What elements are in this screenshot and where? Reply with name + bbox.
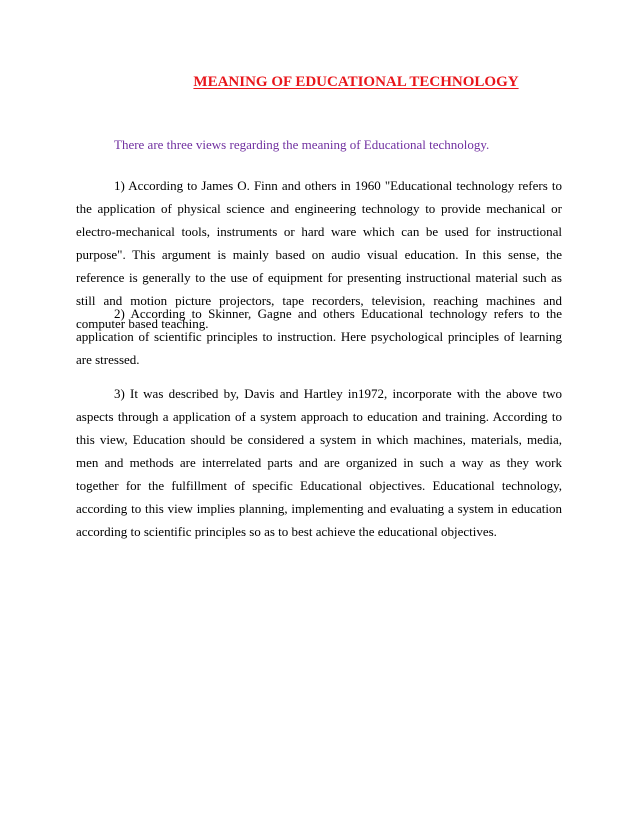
intro-paragraph: There are three views regarding the meaning of Educational technology. [114,137,490,152]
paragraph-2: 2) According to Skinner, Gagne and others Educational technology refers to the application of scientific principles to instruction. Here psychological principles of learning are stressed. [76,306,562,367]
document-title [0,74,638,91]
paragraph-3: 3) It was described by, Davis and Hartley in1972, incorporate with the above two aspects through a application of a system approach to education and training. According to this view, Education should be considered a system in which machines, materials, media, men and methods are interrelated parts and are organized in such a way as they work together for the fulfillment of specific Educational objectives. Educational technology, according to this view implies planning, implementing and evaluating a system in education according to scientific principles so as to best achieve the educational objectives. [76,386,562,539]
document-title-text: MEANING OF EDUCATIONAL TECHNOLOGY [193,74,519,90]
paragraph-1: 1) According to James O. Finn and others in 1960 "Educational technology refers to the application of physical science and engineering technology to provide mechanical or electro-mechanical tools, instruments or hard ware which can be used for instructional purpose". This argument is mainly based on audio visual education. In this sense, the reference is generally to the use of equipment for presenting instructional material such as still and motion picture projectors, tape recorders, television, reaching machines and computer based teaching. [76,178,562,331]
